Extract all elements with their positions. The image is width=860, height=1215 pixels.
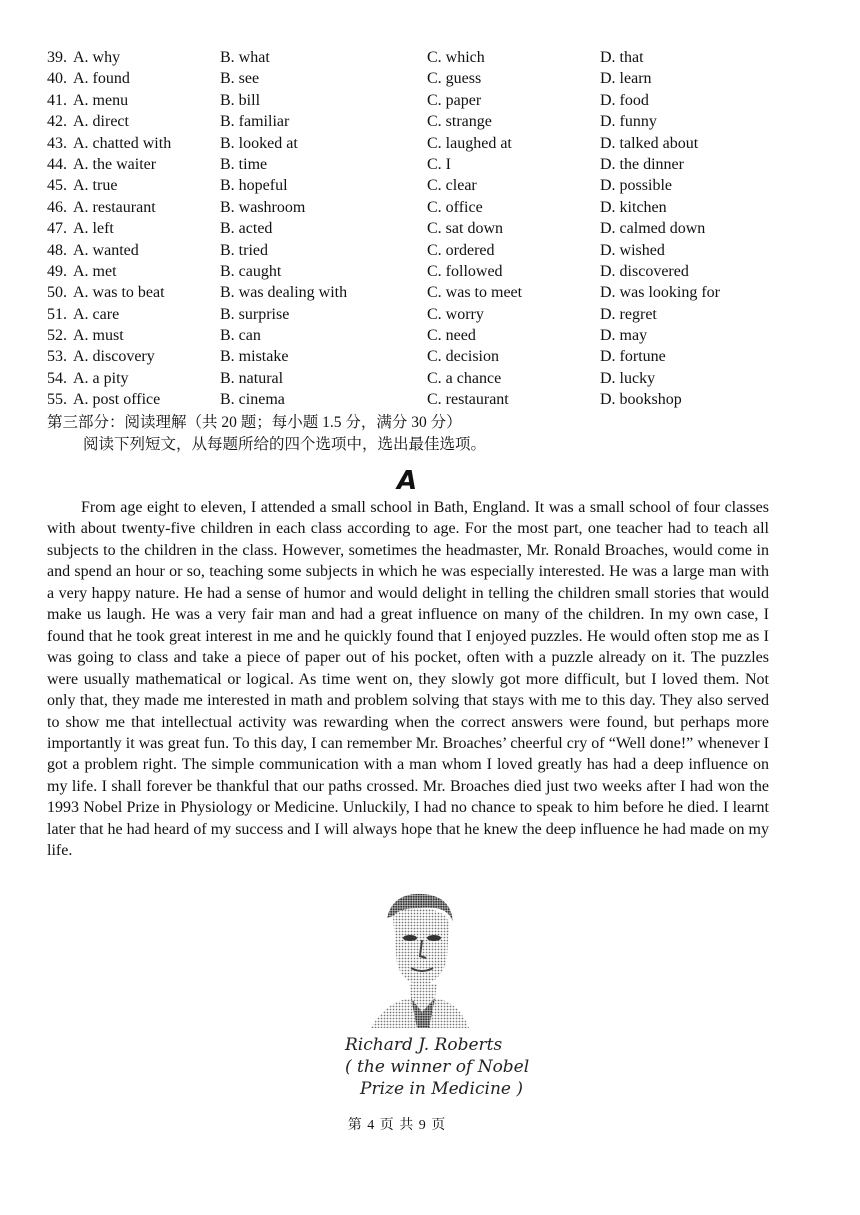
question-row bbox=[47, 304, 827, 325]
option-b: B. cinema bbox=[220, 391, 285, 409]
question-number: 49. bbox=[47, 262, 67, 280]
option-c: C. paper bbox=[427, 91, 482, 109]
option-c: C. which bbox=[427, 49, 485, 66]
question-row bbox=[47, 346, 827, 367]
question-row bbox=[47, 197, 827, 218]
question-row bbox=[47, 368, 827, 389]
option-d: D. bookshop bbox=[600, 391, 682, 409]
option-a: A. left bbox=[73, 220, 114, 238]
option-a: A. chatted with bbox=[73, 134, 172, 152]
question-row bbox=[47, 133, 827, 154]
option-d: D. lucky bbox=[600, 369, 656, 387]
question-number: 46. bbox=[47, 198, 67, 216]
option-c: C. a chance bbox=[427, 369, 502, 387]
option-c: C. strange bbox=[427, 113, 492, 131]
section-heading: 第三部分：阅读理解（共 20 题；每小题 1.5 分，满分 30 分） bbox=[47, 414, 462, 431]
question-row bbox=[47, 261, 827, 282]
option-d: D. the dinner bbox=[600, 155, 684, 173]
portrait-caption bbox=[345, 1034, 530, 1100]
option-c: C. clear bbox=[427, 177, 477, 195]
option-c: C. followed bbox=[427, 262, 503, 280]
option-c: C. need bbox=[427, 327, 476, 345]
question-row bbox=[47, 240, 827, 261]
option-d: D. that bbox=[600, 49, 644, 66]
caption-line3: Prize in Medicine ) bbox=[360, 1079, 524, 1099]
question-row bbox=[47, 282, 827, 303]
option-b: B. caught bbox=[220, 262, 282, 280]
option-b: B. can bbox=[220, 327, 261, 345]
option-c: C. I bbox=[427, 155, 451, 173]
option-d: D. wished bbox=[600, 241, 665, 259]
option-a: A. discovery bbox=[73, 348, 155, 366]
option-d: D. learn bbox=[600, 70, 652, 88]
question-row bbox=[47, 47, 827, 68]
option-a: A. a pity bbox=[73, 369, 129, 387]
option-b: B. time bbox=[220, 155, 268, 173]
option-a: A. met bbox=[73, 262, 117, 280]
question-number: 53. bbox=[47, 348, 67, 366]
option-d: D. talked about bbox=[600, 134, 699, 152]
option-d: D. may bbox=[600, 327, 648, 345]
question-row bbox=[47, 175, 827, 196]
question-row bbox=[47, 68, 827, 89]
question-row bbox=[47, 218, 827, 239]
option-b: B. mistake bbox=[220, 348, 289, 366]
option-d: D. discovered bbox=[600, 262, 689, 280]
option-a: A. care bbox=[73, 305, 120, 323]
option-c: C. laughed at bbox=[427, 134, 512, 152]
question-number: 45. bbox=[47, 177, 67, 195]
option-b: B. acted bbox=[220, 220, 273, 238]
option-b: B. bill bbox=[220, 91, 261, 109]
option-d: D. funny bbox=[600, 113, 657, 131]
question-row bbox=[47, 389, 827, 410]
question-number: 50. bbox=[47, 284, 67, 302]
option-b: B. what bbox=[220, 49, 270, 66]
question-number: 44. bbox=[47, 155, 67, 173]
question-number: 40. bbox=[47, 70, 67, 88]
option-c: C. restaurant bbox=[427, 391, 509, 409]
option-a: A. the waiter bbox=[73, 155, 157, 173]
option-a: A. must bbox=[73, 327, 124, 345]
passage-letter: A bbox=[396, 466, 418, 496]
option-b: B. washroom bbox=[220, 198, 306, 216]
portrait-image bbox=[365, 888, 473, 1030]
option-d: D. fortune bbox=[600, 348, 666, 366]
option-a: A. true bbox=[73, 177, 118, 195]
question-number: 41. bbox=[47, 91, 67, 109]
question-number: 42. bbox=[47, 113, 67, 131]
option-c: C. guess bbox=[427, 70, 482, 88]
question-number: 54. bbox=[47, 369, 67, 387]
passage-text: From age eight to eleven, I attended a small school in Bath, England. It was a small school of four classes with about twenty-five children in each class according to age. For the most part, one teacher had to teach all subjects to the children in the class. However, sometimes the headmaster, Mr. Ronald Broaches, would come in and spend an hour or so, teaching some subjects in which he was especially interested. He was a large man with a very happy nature. He had a sense of humor and would delight in telling the children small stories that would make us laugh. He was a very fair man and had a great influence on many of the children. In my own case, I found that he took great interest in me and he quickly found that I enjoyed puzzles. He would often stop me as I was going to class and take a piece of paper out of his pocket, often with a puzzle already on it. The puzzles were usually mathematical or logical. As time went on, they slowly got more difficult, but I loved them. Not only that, they made me interested in math and problem solving that stays with me to this day. They also served to show me that intellectual activity was rewarding when the correct answers were found, but perhaps more importantly it was great fun. To this day, I can remember Mr. Broaches’ cheerful cry of “Well done!” whenever I got a problem right. The simple communication with a man whom I loved greatly has had a deep influence on my life. I shall forever be thankful that our paths crossed. Mr. Broaches died just two weeks after I had won the 1993 Nobel Prize in Physiology or Medicine. Unluckily, I had no chance to speak to him before he died. I learnt later that he had heard of my success and I will always hope that he knew the deep influence he had made on my life. bbox=[47, 499, 769, 860]
option-a: A. direct bbox=[73, 113, 129, 131]
option-a: A. restaurant bbox=[73, 198, 156, 216]
option-b: B. was dealing with bbox=[220, 284, 348, 302]
option-c: C. worry bbox=[427, 305, 484, 323]
question-number: 43. bbox=[47, 134, 67, 152]
question-row bbox=[47, 154, 827, 175]
option-b: B. hopeful bbox=[220, 177, 288, 195]
question-row bbox=[47, 90, 827, 111]
caption-line2: ( the winner of Nobel bbox=[345, 1057, 530, 1077]
option-b: B. see bbox=[220, 70, 260, 88]
option-c: C. office bbox=[427, 198, 483, 216]
option-c: C. sat down bbox=[427, 220, 503, 238]
option-b: B. familiar bbox=[220, 113, 290, 131]
option-a: A. wanted bbox=[73, 241, 139, 259]
option-b: B. surprise bbox=[220, 305, 290, 323]
question-number: 48. bbox=[47, 241, 67, 259]
option-a: A. found bbox=[73, 70, 130, 88]
option-a: A. menu bbox=[73, 91, 129, 109]
question-row bbox=[47, 325, 827, 346]
option-d: D. possible bbox=[600, 177, 672, 195]
option-d: D. was looking for bbox=[600, 284, 720, 302]
option-b: B. looked at bbox=[220, 134, 298, 152]
option-c: C. ordered bbox=[427, 241, 495, 259]
section-instruction: 阅读下列短文，从每题所给的四个选项中，选出最佳选项。 bbox=[83, 436, 487, 453]
option-b: B. tried bbox=[220, 241, 268, 259]
option-a: A. why bbox=[73, 49, 121, 66]
question-number: 51. bbox=[47, 305, 67, 323]
question-number: 55. bbox=[47, 391, 67, 409]
question-row bbox=[47, 111, 827, 132]
option-d: D. calmed down bbox=[600, 220, 706, 238]
option-d: D. food bbox=[600, 91, 649, 109]
question-number: 47. bbox=[47, 220, 67, 238]
page-footer: 第 4 页 共 9 页 bbox=[347, 1118, 447, 1133]
option-d: D. kitchen bbox=[600, 198, 667, 216]
question-number: 39. bbox=[47, 49, 67, 66]
option-b: B. natural bbox=[220, 369, 284, 387]
option-d: D. regret bbox=[600, 305, 657, 323]
caption-name: Richard J. Roberts bbox=[345, 1035, 503, 1055]
option-c: C. was to meet bbox=[427, 284, 523, 302]
question-number: 52. bbox=[47, 327, 67, 345]
option-a: A. was to beat bbox=[73, 284, 165, 302]
option-a: A. post office bbox=[73, 391, 161, 409]
option-c: C. decision bbox=[427, 348, 499, 366]
options-list bbox=[47, 47, 827, 411]
